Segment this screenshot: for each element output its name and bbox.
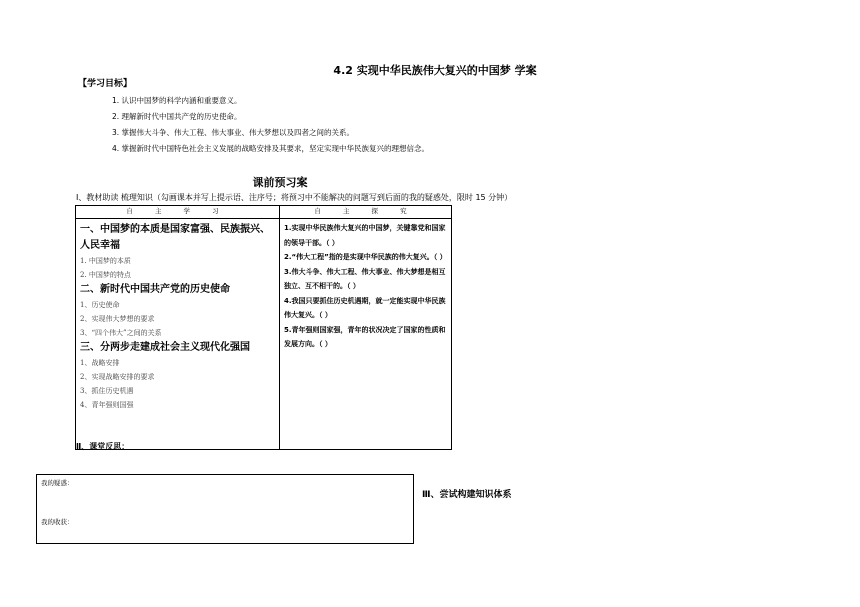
topic-subitem: 4、青年强则国强: [80, 401, 134, 409]
topic-heading: 一、中国梦的本质是国家富强、民族振兴、人民幸福: [80, 224, 270, 251]
topic-subitem: 3、“四个伟大”之间的关系: [80, 329, 162, 337]
self-explore-header: 自 主 探 究: [280, 206, 452, 219]
true-false-question: 1.实现中华民族伟大复兴的中国梦，关键靠党和国家的领导干部。（ ）: [284, 224, 446, 247]
topic-subitem: 1、历史使命: [80, 301, 120, 309]
goal-item: 2. 理解新时代中国共产党的历史使命。: [112, 112, 242, 121]
true-false-question: 2.“伟大工程”指的是实现中华民族的伟大复兴。（ ）: [284, 253, 447, 261]
goal-item: 4. 掌握新时代中国特色社会主义发展的战略安排及其要求，坚定实现中华民族复兴的理想信念。: [112, 144, 430, 153]
self-study-header: 自 主 学 习: [76, 206, 280, 219]
true-false-question: 5.青年强则国家强，青年的状况决定了国家的性质和发展方向。（ ）: [284, 325, 446, 348]
table-row: [76, 219, 452, 450]
true-false-question: 4.我国只要抓住历史机遇期，就一定能实现中华民族伟大复兴。（ ）: [284, 296, 446, 319]
topic-subitem: 2、实现战略安排的要求: [80, 373, 155, 381]
topic-subitem: 2、实现伟大梦想的要求: [80, 315, 155, 323]
topic-heading: 二、新时代中国共产党的历史使命: [80, 284, 230, 295]
section-i-instructions: Ⅰ、教材助读 梳理知识（勾画课本并写上提示语、注序号；将预习中不能解决的问题写到后面的我的疑惑处，限时 15 分钟）: [76, 193, 513, 202]
reflection-box[interactable]: [36, 474, 414, 544]
self-study-cell: [76, 219, 280, 450]
page-title: 4.2 实现中华民族伟大复兴的中国梦 学案: [333, 64, 537, 77]
true-false-question: 3.伟大斗争、伟大工程、伟大事业、伟大梦想是相互独立、互不相干的。（ ）: [284, 267, 446, 290]
goals-heading: 【学习目标】: [78, 79, 133, 89]
section-ii-heading: Ⅱ、课堂反思：: [76, 442, 130, 451]
goal-item: 1. 认识中国梦的科学内涵和重要意义。: [112, 96, 242, 105]
table-header-row: [76, 206, 452, 219]
section-iii-heading: Ⅲ、尝试构建知识体系: [422, 490, 512, 500]
doubts-label: 我的疑惑：: [41, 479, 74, 487]
gains-label: 我的收获：: [41, 518, 74, 526]
topic-subitem: 1、战略安排: [80, 359, 120, 367]
topic-subitem: 1. 中国梦的本质: [80, 257, 131, 265]
topic-subitem: 3、抓住历史机遇: [80, 387, 134, 395]
topic-subitem: 2. 中国梦的特点: [80, 271, 131, 279]
self-explore-cell: [280, 219, 452, 450]
goal-item: 3. 掌握伟大斗争、伟大工程、伟大事业、伟大梦想以及四者之间的关系。: [112, 128, 355, 137]
topic-heading: 三、分两步走建成社会主义现代化强国: [80, 342, 250, 353]
preview-section-title: 课前预习案: [252, 176, 308, 189]
study-table: [75, 205, 452, 450]
